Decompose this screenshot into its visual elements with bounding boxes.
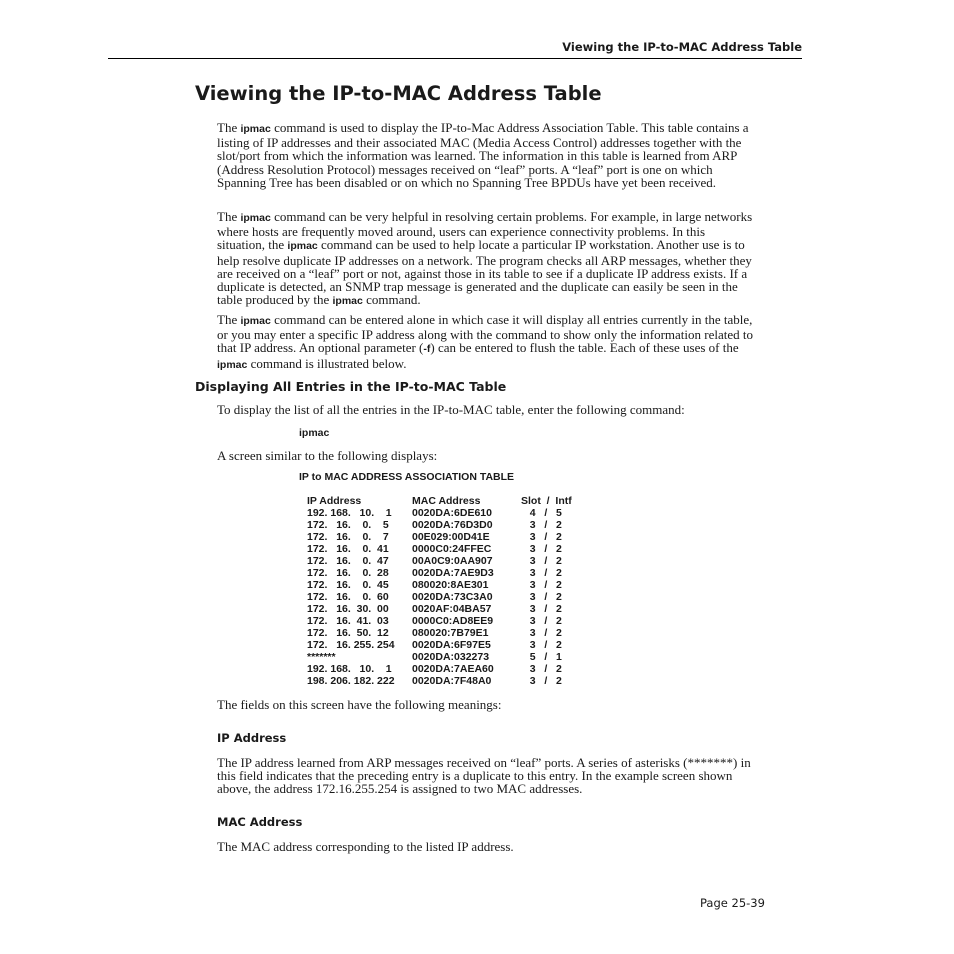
page-number: Page 25-39 <box>700 896 765 910</box>
ip-cell: 198. 206. 182. 222 <box>307 675 395 687</box>
mac-cell: 0020DA:7AE9D3 <box>412 567 494 579</box>
column-header-slot-intf: Slot / Intf <box>521 495 572 507</box>
page-title: Viewing the IP-to-MAC Address Table <box>195 82 602 105</box>
running-head: Viewing the IP-to-MAC Address Table <box>562 40 802 54</box>
field-description-mac-address: The MAC address corresponding to the listed IP address. <box>217 839 514 854</box>
ipmac-table <box>306 495 585 687</box>
ip-cell: 172. 16. 0. 28 <box>307 567 389 579</box>
field-heading-mac-address: MAC Address <box>217 815 303 829</box>
ip-cell: 172. 16. 0. 5 <box>307 519 389 531</box>
table-row <box>306 675 585 687</box>
slot-intf-cell: 3 / 2 <box>521 543 562 555</box>
slot-intf-cell: 3 / 2 <box>521 663 562 675</box>
ip-cell: 192. 168. 10. 1 <box>307 663 392 675</box>
field-heading-ip-address: IP Address <box>217 731 287 745</box>
table-row <box>306 531 585 543</box>
ip-cell: 172. 16. 30. 00 <box>307 603 389 615</box>
slot-intf-cell: 3 / 2 <box>521 591 562 603</box>
mac-cell: 00E029:00D41E <box>412 531 490 543</box>
table-row <box>306 663 585 675</box>
table-row <box>306 615 585 627</box>
ip-cell: 172. 16. 41. 03 <box>307 615 389 627</box>
column-header-mac-address: MAC Address <box>412 495 481 507</box>
table-row <box>306 555 585 567</box>
flush-parameter: -f <box>423 343 431 356</box>
slot-intf-cell: 4 / 5 <box>521 507 562 519</box>
ip-cell: 172. 16. 255. 254 <box>307 639 395 651</box>
ip-cell: 172. 16. 0. 47 <box>307 555 389 567</box>
table-row <box>306 567 585 579</box>
table-row <box>306 579 585 591</box>
slot-intf-cell: 3 / 2 <box>521 639 562 651</box>
slot-intf-cell: 3 / 2 <box>521 603 562 615</box>
mac-cell: 0020DA:032273 <box>412 651 490 663</box>
section-heading: Displaying All Entries in the IP-to-MAC Table <box>195 379 507 394</box>
mac-cell: 0020DA:7AEA60 <box>412 663 494 675</box>
slot-intf-cell: 3 / 2 <box>521 615 562 627</box>
mac-cell: 0000C0:AD8EE9 <box>412 615 494 627</box>
slot-intf-cell: 3 / 2 <box>521 627 562 639</box>
table-row <box>306 639 585 651</box>
table-row <box>306 543 585 555</box>
ipmac-command: ipmac <box>240 315 271 327</box>
table-row <box>306 591 585 603</box>
ip-cell: 172. 16. 0. 60 <box>307 591 389 603</box>
mac-cell: 0020AF:04BA57 <box>412 603 492 615</box>
fields-intro-text: The fields on this screen have the following meanings: <box>217 697 502 712</box>
mac-cell: 0000C0:24FFEC <box>412 543 492 555</box>
ip-cell: 192. 168. 10. 1 <box>307 507 392 519</box>
table-row <box>306 507 585 519</box>
table-row <box>306 627 585 639</box>
ipmac-command: ipmac <box>332 295 363 308</box>
slot-intf-cell: 3 / 2 <box>521 531 562 543</box>
table-header-row <box>306 495 585 507</box>
ipmac-command: ipmac <box>240 123 271 135</box>
mac-cell: 0020DA:6DE610 <box>412 507 492 519</box>
ipmac-command: ipmac <box>217 358 248 371</box>
table-row <box>306 651 585 663</box>
mac-cell: 080020:8AE301 <box>412 579 489 591</box>
slot-intf-cell: 3 / 2 <box>521 567 562 579</box>
intro-paragraph-1: The ipmac command is used to display the IP-to-Mac Address Association Table. This table contains a listing of IP addresses and their associated MAC (Media Access Control) addresses together with the slot/port from which the information was learned. The information in this table is learned from ARP (Address Resolution Protocol) messages received on “leaf” ports. A “leaf” port is one on which Spanning Tree has been disabled or on which no Spanning Tree BPDUs have yet been received. <box>217 120 749 190</box>
ipmac-command: ipmac <box>287 240 318 253</box>
ip-cell: 172. 16. 50. 12 <box>307 627 389 639</box>
table-row <box>306 603 585 615</box>
table-row <box>306 519 585 531</box>
field-description-ip-address: The IP address learned from ARP messages received on “leaf” ports. A series of asterisks (*******) in this field indicates that the preceding entry is a duplicate to this entry. In the example screen shown above, the address 172.16.255.254 is assigned to two MAC addresses. <box>217 755 751 797</box>
mac-cell: 00A0C9:0AA907 <box>412 555 493 567</box>
mac-cell: 0020DA:7F48A0 <box>412 675 492 687</box>
ip-cell: 172. 16. 0. 7 <box>307 531 389 543</box>
header-rule <box>108 58 802 59</box>
ipmac-command: ipmac <box>240 212 271 224</box>
slot-intf-cell: 3 / 2 <box>521 555 562 567</box>
ip-cell: 172. 16. 0. 41 <box>307 543 389 555</box>
ip-cell: ******* <box>307 651 336 663</box>
slot-intf-cell: 3 / 2 <box>521 519 562 531</box>
command-example: ipmac <box>299 427 330 439</box>
slot-intf-cell: 3 / 2 <box>521 579 562 591</box>
column-header-ip-address: IP Address <box>307 495 362 507</box>
instruction-text: To display the list of all the entries in the IP-to-MAC table, enter the following command: <box>217 402 685 417</box>
screen-intro-text: A screen similar to the following displays: <box>217 448 438 463</box>
slot-intf-cell: 5 / 1 <box>521 651 562 663</box>
screen-title: IP to MAC ADDRESS ASSOCIATION TABLE <box>299 471 515 483</box>
intro-paragraph-2: The ipmac command can be very helpful in resolving certain problems. For example, in large networks where hosts are frequently moved around, users can experience connectivity problems. In this situation, the ipmac command can be used to help locate a particular IP workstation. Another use is to help resolve duplicate IP addresses on a network. The program checks all ARP messages, whether they are received on a “leaf” port or not, against those in its table to see if a duplicate IP address exists. If a duplicate is detected, an SNMP trap message is generated and the duplicate can easily be seen in the table produced by the ipmac command. <box>217 209 753 308</box>
mac-cell: 0020DA:73C3A0 <box>412 591 493 603</box>
mac-cell: 0020DA:6F97E5 <box>412 639 491 651</box>
mac-cell: 0020DA:76D3D0 <box>412 519 493 531</box>
slot-intf-cell: 3 / 2 <box>521 675 562 687</box>
intro-paragraph-3: The ipmac command can be entered alone in which case it will display all entries currently in the table, or you may enter a specific IP address along with the command to show only the information related to that IP address. An optional parameter (-f) can be entered to flush the table. Each of these uses of the ipmac command is illustrated below. <box>217 312 753 371</box>
mac-cell: 080020:7B79E1 <box>412 627 489 639</box>
ip-cell: 172. 16. 0. 45 <box>307 579 389 591</box>
